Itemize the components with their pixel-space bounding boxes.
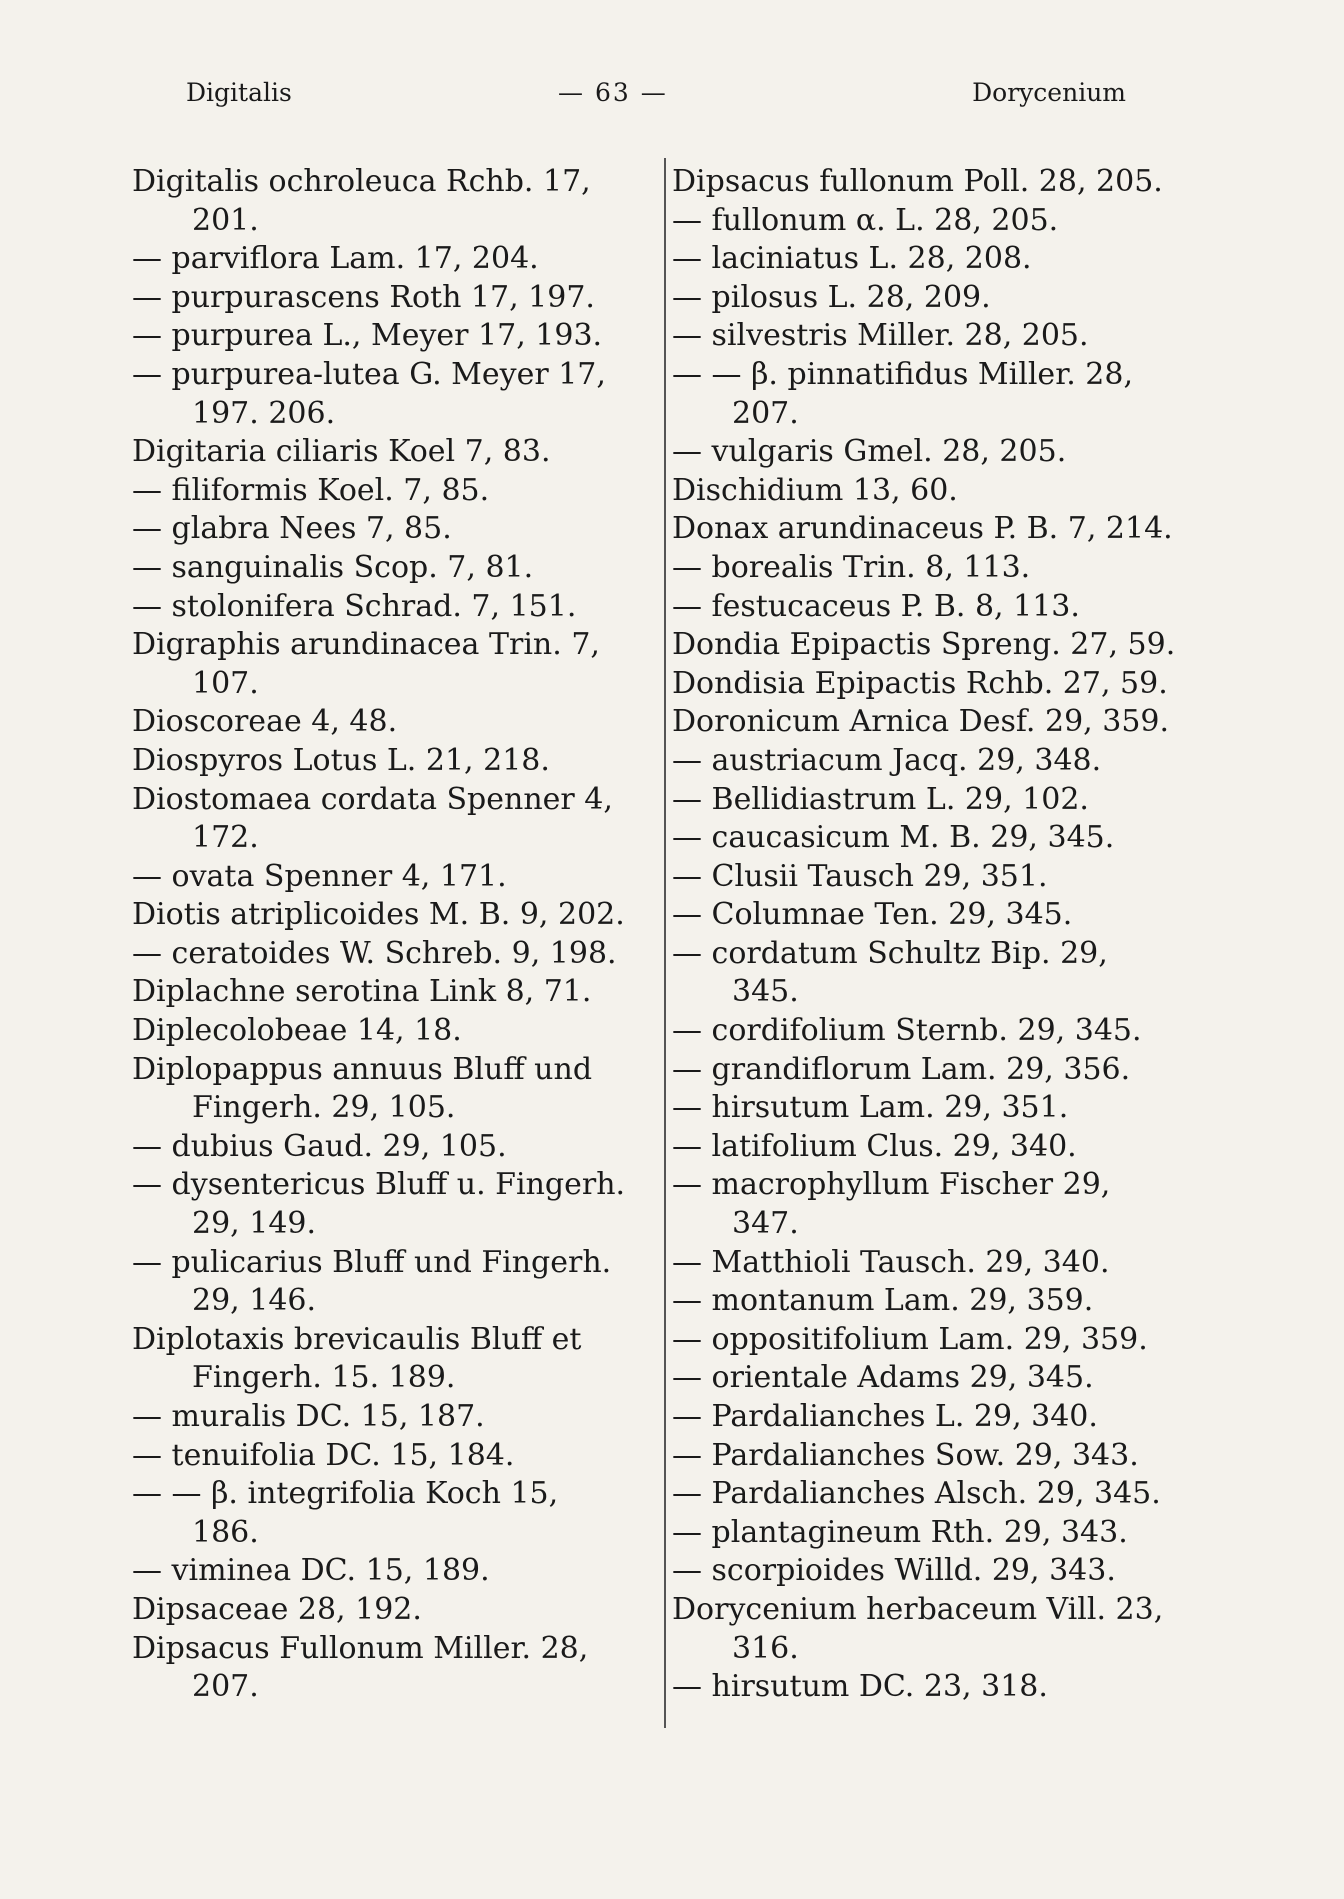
index-entry: — parviflora Lam. 17, 204. <box>132 241 539 277</box>
index-entry-continuation: 207. <box>192 1669 259 1705</box>
index-entry: — silvestris Miller. 28, 205. <box>672 318 1089 354</box>
index-entry: — glabra Nees 7, 85. <box>132 511 452 547</box>
index-entry: — macrophyllum Fischer 29, <box>672 1167 1111 1203</box>
index-entry: — tenuifolia DC. 15, 184. <box>132 1437 515 1473</box>
index-entry-continuation: 172. <box>192 820 259 856</box>
index-entry: Dipsacus fullonum Poll. 28, 205. <box>672 164 1163 199</box>
index-entry: — ceratoides W. Schreb. 9, 198. <box>132 935 617 971</box>
index-entry: — plantagineum Rth. 29, 343. <box>672 1514 1128 1550</box>
index-entry: — dubius Gaud. 29, 105. <box>132 1128 507 1164</box>
index-entry: — cordifolium Sternb. 29, 345. <box>672 1013 1142 1049</box>
index-entry-continuation: 29, 146. <box>192 1283 317 1319</box>
index-entry: — Pardalianches Alsch. 29, 345. <box>672 1476 1161 1512</box>
index-entry: — Pardalianches Sow. 29, 343. <box>672 1437 1139 1473</box>
index-entry: — vulgaris Gmel. 28, 205. <box>672 434 1067 470</box>
index-entry: — Pardalianches L. 29, 340. <box>672 1399 1098 1434</box>
index-entry: — caucasicum M. B. 29, 345. <box>672 820 1115 856</box>
index-entry: Diplotaxis brevicaulis Bluff et <box>132 1321 582 1357</box>
index-entry-continuation: Fingerh. 29, 105. <box>192 1090 456 1126</box>
index-entry: — austriacum Jacq. 29, 348. <box>672 742 1102 778</box>
index-entry: — viminea DC. 15, 189. <box>132 1553 490 1589</box>
index-entry: — dysentericus Bluff u. Fingerh. <box>132 1167 626 1203</box>
index-entry: — hirsutum Lam. 29, 351. <box>672 1090 1069 1126</box>
index-entry: — — β. pinnatifidus Miller. 28, <box>672 356 1134 392</box>
index-entry: — cordatum Schultz Bip. 29, <box>672 935 1108 971</box>
index-entry-continuation: 107. <box>192 665 259 701</box>
running-header <box>186 78 1126 118</box>
index-entry-continuation: 197. 206. <box>192 395 336 431</box>
index-entry: Dioscoreae 4, 48. <box>132 704 398 740</box>
header-left-catchword: Digitalis <box>186 78 292 107</box>
index-entry: — Clusii Tausch 29, 351. <box>672 858 1048 894</box>
index-entry: Digitaria ciliaris Koel 7, 83. <box>132 434 551 470</box>
index-entry: — hirsutum DC. 23, 318. <box>672 1669 1048 1705</box>
index-column-right <box>672 163 1202 1707</box>
page-number: — 63 — <box>558 78 668 107</box>
index-entry-continuation: 347. <box>732 1206 799 1242</box>
index-entry: Digraphis arundinacea Trin. 7, <box>132 627 600 663</box>
index-entry: — pulicarius Bluff und Fingerh. <box>132 1244 612 1280</box>
index-entry: — muralis DC. 15, 187. <box>132 1399 485 1434</box>
index-entry: Diostomaea cordata Spenner 4, <box>132 781 613 817</box>
index-entry: — Matthioli Tausch. 29, 340. <box>672 1244 1110 1280</box>
index-entry: — stolonifera Schrad. 7, 151. <box>132 588 577 624</box>
index-entry-continuation: 345. <box>732 974 799 1010</box>
index-entry: Donax arundinaceus P. B. 7, 214. <box>672 511 1173 547</box>
index-entry: — ovata Spenner 4, 171. <box>132 858 507 894</box>
index-entry: — Columnae Ten. 29, 345. <box>672 897 1073 933</box>
index-entry: — pilosus L. 28, 209. <box>672 279 991 315</box>
index-entry: — grandiflorum Lam. 29, 356. <box>672 1051 1131 1087</box>
index-entry: — borealis Trin. 8, 113. <box>672 549 1031 585</box>
index-entry: Dondisia Epipactis Rchb. 27, 59. <box>672 665 1168 701</box>
index-entry: — filiformis Koel. 7, 85. <box>132 472 490 508</box>
index-entry-continuation: 207. <box>732 395 799 431</box>
index-entry: Digitalis ochroleuca Rchb. 17, <box>132 164 591 199</box>
index-entry: Diplopappus annuus Bluff und <box>132 1051 593 1087</box>
index-column-left <box>132 163 652 1707</box>
index-entry: Dipsacus Fullonum Miller. 28, <box>132 1630 589 1666</box>
index-entry: — latifolium Clus. 29, 340. <box>672 1128 1077 1164</box>
index-entry: Dipsaceae 28, 192. <box>132 1591 422 1627</box>
index-entry: Diotis atriplicoides M. B. 9, 202. <box>132 897 625 933</box>
index-entry: — purpurea-lutea G. Meyer 17, <box>132 356 606 392</box>
index-entry: Doronicum Arnica Desf. 29, 359. <box>672 704 1170 740</box>
column-divider <box>664 158 666 1728</box>
index-entry: — oppositifolium Lam. 29, 359. <box>672 1321 1148 1357</box>
index-entry: — — β. integrifolia Koch 15, <box>132 1476 559 1512</box>
index-entry-continuation: 29, 149. <box>192 1206 317 1242</box>
index-entry: Diplachne serotina Link 8, 71. <box>132 974 592 1010</box>
index-entry: — festucaceus P. B. 8, 113. <box>672 588 1080 624</box>
index-entry: — montanum Lam. 29, 359. <box>672 1283 1094 1319</box>
index-entry: Dorycenium herbaceum Vill. 23, <box>672 1591 1164 1627</box>
index-entry: — Bellidiastrum L. 29, 102. <box>672 781 1089 817</box>
index-entry-continuation: 316. <box>732 1630 799 1666</box>
header-right-catchword: Dorycenium <box>972 78 1126 107</box>
index-entry: — scorpioides Willd. 29, 343. <box>672 1553 1116 1589</box>
index-entry-continuation: 201. <box>192 202 259 238</box>
index-entry: Dischidium 13, 60. <box>672 472 958 508</box>
index-entry-continuation: Fingerh. 15. 189. <box>192 1360 456 1396</box>
index-entry: Diplecolobeae 14, 18. <box>132 1013 462 1049</box>
index-entry: — sanguinalis Scop. 7, 81. <box>132 549 534 585</box>
index-entry: — laciniatus L. 28, 208. <box>672 241 1032 277</box>
index-entry: Diospyros Lotus L. 21, 218. <box>132 742 550 778</box>
index-entry-continuation: 186. <box>192 1514 259 1550</box>
index-entry: — purpurascens Roth 17, 197. <box>132 279 595 315</box>
index-entry: Dondia Epipactis Spreng. 27, 59. <box>672 627 1176 663</box>
index-entry: — orientale Adams 29, 345. <box>672 1360 1094 1396</box>
index-entry: — purpurea L., Meyer 17, 193. <box>132 318 603 354</box>
index-entry: — fullonum α. L. 28, 205. <box>672 202 1059 238</box>
